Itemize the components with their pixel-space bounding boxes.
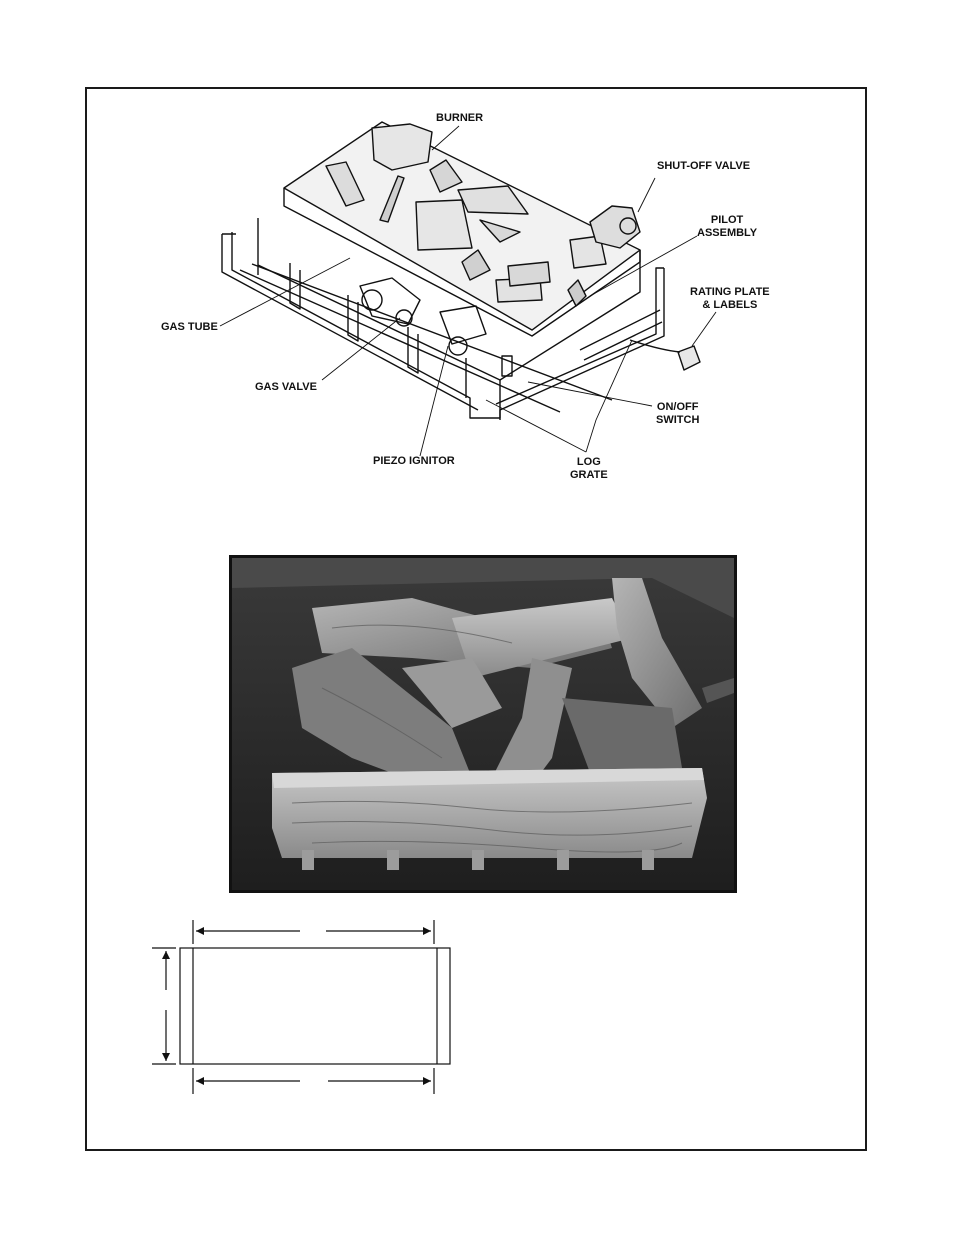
callout-piezo-ignitor: PIEZO IGNITOR bbox=[373, 455, 455, 467]
callout-shutoff-valve: SHUT-OFF VALVE bbox=[657, 160, 751, 172]
callout-log-line1: LOG bbox=[576, 456, 601, 468]
callout-onoff-line2: SWITCH bbox=[656, 414, 700, 426]
callout-gas-valve: GAS VALVE bbox=[255, 381, 317, 393]
callout-pilot-line1: PILOT bbox=[710, 214, 744, 226]
callout-rating-line2: & LABELS bbox=[702, 299, 758, 311]
callout-gas-tube: GAS TUBE bbox=[161, 321, 218, 333]
callout-pilot-line2: ASSEMBLY bbox=[697, 227, 758, 239]
callout-onoff-line1: ON/OFF bbox=[656, 401, 699, 413]
callout-burner: BURNER bbox=[436, 112, 484, 124]
callout-rating-line1: RATING PLATE bbox=[690, 286, 770, 298]
callout-log-line2: GRATE bbox=[570, 469, 608, 481]
